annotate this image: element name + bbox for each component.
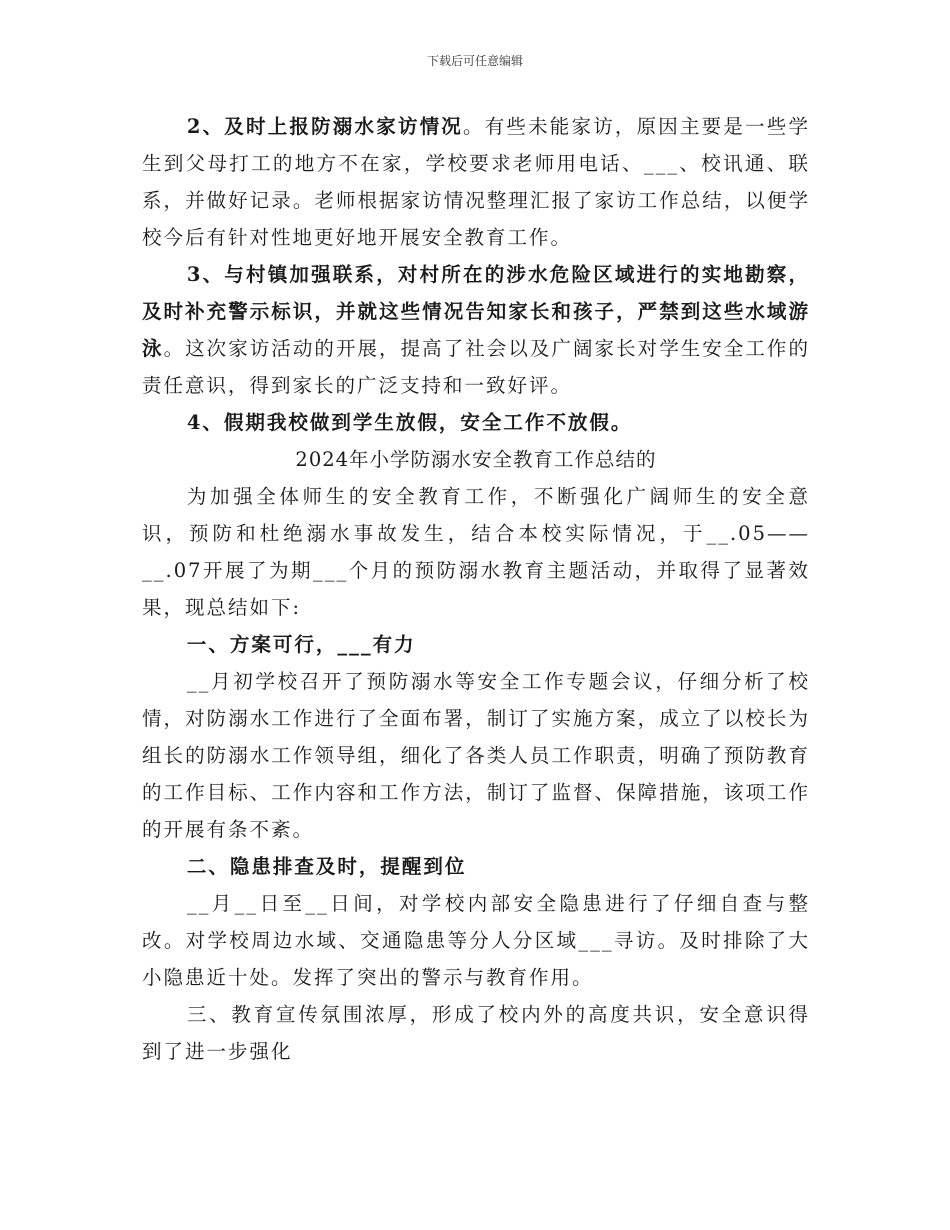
section-1-paragraph: __月初学校召开了预防溺水等安全工作专题会议，仔细分析了校情，对防溺水工作进行了全面布署，制订了实施方案，成立了以校长为组长的防溺水工作领导组，细化了各类人员工作职责，明确了预防教育的工作目标、工作内容和工作方法，制订了监督、保障措施，该项工作的开展有条不紊。: [142, 670, 810, 841]
section-3-paragraph: 三、教育宣传氛围浓厚，形成了校内外的高度共识，安全意识得到了进一步强化: [142, 1003, 810, 1063]
paragraph-2: [142, 108, 810, 256]
section-heading-2: 二、隐患排查及时，提醒到位: [186, 855, 467, 878]
intro-paragraph: 为加强全体师生的安全教育工作，不断强化广阔师生的安全意识，预防和杜绝溺水事故发生，结合本校实际情况，于__.05——__.07开展了为期___个月的预防溺水教育主题活动，并取得了显著效果，现总结如下:: [142, 485, 810, 619]
paragraph-3: [142, 256, 810, 404]
paragraph-2-text: 。有些未能家访，原因主要是一些学生到父母打工的地方不在家，学校要求老师用电话、___、校讯通、联系，并做好记录。老师根据家访情况整理汇报了家访工作总结，以便学校今后有针对性地更好地开展安全教育工作。: [142, 115, 810, 249]
page-header: 下载后可任意编辑: [426, 54, 523, 68]
section-heading-1: 一、方案可行，___有力: [186, 633, 416, 656]
paragraph-2-lead: 2、及时上报防溺水家访情况: [186, 115, 463, 138]
paragraph-3-text: 。这次家访活动的开展，提高了社会以及广阔家长对学生安全工作的责任意识，得到家长的广泛支持和一致好评。: [142, 337, 810, 397]
paragraph-4-lead: 4、假期我校做到学生放假，安全工作不放假。: [186, 411, 633, 434]
document-body: [142, 108, 810, 1070]
paragraph-4: [142, 404, 810, 441]
paragraph-3-lead: 3、与村镇加强联系，对村所在的涉水危险区域进行的实地勘察，及时补充警示标识，并就这些情况告知家长和孩子，严禁到这些水域游泳: [142, 263, 810, 360]
section-2-paragraph: __月__日至__日间，对学校内部安全隐患进行了仔细自查与整改。对学校周边水域、交通隐患等分人分区域___寻访。及时排除了大小隐患近十处。发挥了突出的警示与教育作用。: [142, 892, 810, 989]
document-title: 2024年小学防溺水安全教育工作总结的: [295, 448, 657, 471]
